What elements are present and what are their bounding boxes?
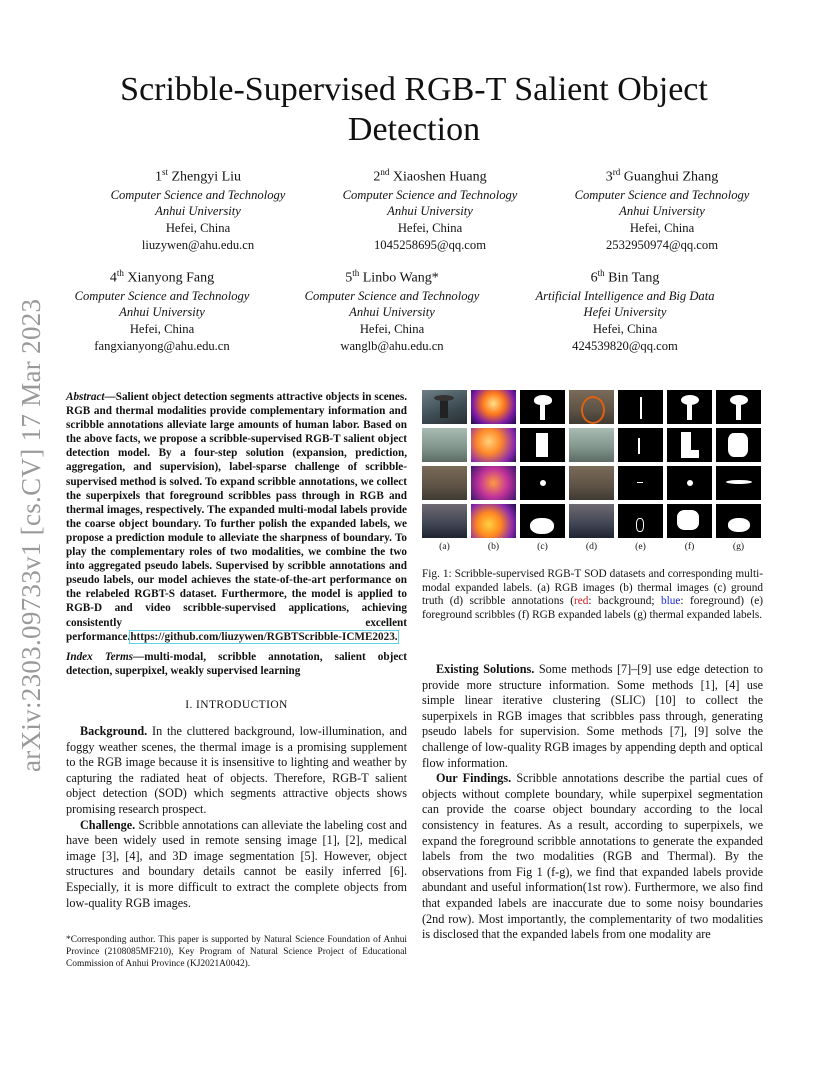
paper-title: Scribble-Supervised RGB-T Salient Object Detection xyxy=(120,71,708,148)
rgb-expanded-label xyxy=(667,504,712,538)
foreground-scribble-image xyxy=(618,390,663,424)
foreground-scribble-image xyxy=(618,504,663,538)
github-link[interactable]: https://github.com/liuzywen/RGBTScribble-ICME2023. xyxy=(130,630,398,643)
scribble-image xyxy=(569,466,614,500)
paragraph-existing-solutions: Existing Solutions. Some methods [7]–[9] use edge detection to provide more structure information. Some methods [1], [4] use simple linear iterative clustering (SLIC) [10] to collect the superpixels in RGB images that scribbles pass through, generating pseudo labels for supervision. Some methods [7], [9] solve the challenge of low-quality RGB images by appending depth and optical flow information. xyxy=(422,662,763,770)
thermal-expanded-label xyxy=(716,428,761,462)
paragraph-background: Background. In the cluttered background, low-illumination, and foggy weather scenes, the thermal image is a promising supplement to the RGB image because it is insensitive to lighting and weather by capturing the radiated heat of objects. Therefore, RGB-T salient object detection (SOD) which segments attractive objects shows promising research prospect. xyxy=(66,724,407,816)
abstract: Abstract—Salient object detection segments attractive objects in scenes. RGB and thermal modalities provide complementary information and scribble annotations alleviate large amounts of human labor. Based on the above facts, we propose a scribble-supervised RGB-T salient object detection model. By a four-step solution (expansion, prediction, aggregation, and supervision), label-sparse challenge of scribble-supervised method is solved. To expand scribble annotations, we collect the superpixels that foreground scribbles pass through in RGB and thermal images, respectively. The expanded multi-modal labels provide the coarse object boundary. To further polish the expanded labels, we propose a prediction module to alleviate the sharpness of boundary. To play the complementary roles of two modalities, we combine the two into aggregated pseudo labels. Supervised by scribble annotations and pseudo labels, our model achieves the state-of-the-art performance on the relabeled RGBT-S dataset. Furthermore, the model is applied to RGB-D and video scribble-supervised applications, achieving consistently excellent performance.https://github.com/liuzywen/RGBTScribble-ICME2023. xyxy=(66,391,407,643)
rgb-expanded-label xyxy=(667,428,712,462)
arxiv-identifier: arXiv:2303.09733v1 [cs.CV] 17 Mar 2023 xyxy=(16,298,46,772)
thermal-expanded-label xyxy=(716,466,761,500)
author-email: wanglb@ahu.edu.cn xyxy=(340,339,444,354)
thermal-expanded-label xyxy=(716,390,761,424)
author-block: 6th Bin Tang Artificial Intelligence and Big Data Hefei University Hefei, China 424539820@qq.com xyxy=(500,264,750,355)
ground-truth-image xyxy=(520,390,565,424)
author-email: 2532950974@qq.com xyxy=(606,238,718,253)
rgb-expanded-label xyxy=(667,390,712,424)
figure-column-labels: (a) (b) (c) (d) (e) (f) (g) xyxy=(439,541,745,552)
author-email: 424539820@qq.com xyxy=(572,339,678,354)
index-terms: Index Terms—multi-modal, scribble annotation, salient object detection, superpixel, weakly supervised learning xyxy=(66,651,407,678)
foreground-scribble-image xyxy=(618,466,663,500)
section-heading: I. INTRODUCTION xyxy=(185,699,288,711)
ground-truth-image xyxy=(520,466,565,500)
scribble-image xyxy=(569,428,614,462)
scribble-image xyxy=(569,390,614,424)
thermal-image xyxy=(471,390,516,424)
paragraph-our-findings: Our Findings. Scribble annotations describe the partial cues of objects without complete boundary, while superpixel segmentation can provide the coarse object boundary according to the local consistency in features. As a result, according to superpixels, we expand the foreground scribble annotations to generate the expanded labels from the two modalities (RGB and Thermal). By the observations from Fig 1 (f-g), we find that expanded labels provide abundant and useful information(1st row). Furthermore, we also find that expanded labels are inaccurate due to some noisy boundaries (2nd row). Most importantly, the complementarity of two modalities is disclosed that the expanded labels from one modality are xyxy=(422,771,763,942)
introduction xyxy=(66,724,407,911)
rgb-image xyxy=(422,428,467,462)
foreground-scribble-image xyxy=(618,428,663,462)
author-email: 1045258695@qq.com xyxy=(374,238,486,253)
right-column-text xyxy=(422,662,763,943)
rgb-image xyxy=(422,466,467,500)
thermal-image xyxy=(471,504,516,538)
thermal-image xyxy=(471,466,516,500)
footnote: *Corresponding author. This paper is supported by Natural Science Foundation of Anhui Province (2108085MF210), Key Program of Natural Science Project of Educational Commission of Anhui Province (KJ2021A0042). xyxy=(66,935,407,969)
author-block: 5th Linbo Wang* Computer Science and Technology Anhui University Hefei, China wanglb@ahu.edu.cn xyxy=(267,264,517,355)
author-block: 2nd Xiaoshen Huang Computer Science and Technology Anhui University Hefei, China 1045258695@qq.com xyxy=(305,163,555,254)
rgb-image xyxy=(422,504,467,538)
figure-1 xyxy=(422,390,763,622)
author-block: 4th Xianyong Fang Computer Science and Technology Anhui University Hefei, China fangxianyong@ahu.edu.cn xyxy=(37,264,287,355)
rgb-image xyxy=(422,390,467,424)
thermal-expanded-label xyxy=(716,504,761,538)
author-block: 3rd Guanghui Zhang Computer Science and Technology Anhui University Hefei, China 2532950974@qq.com xyxy=(537,163,787,254)
author-email: fangxianyong@ahu.edu.cn xyxy=(94,339,230,354)
thermal-image xyxy=(471,428,516,462)
scribble-image xyxy=(569,504,614,538)
ground-truth-image xyxy=(520,428,565,462)
figure-caption: Fig. 1: Scribble-supervised RGB-T SOD datasets and corresponding multi-modal expanded labels. (a) RGB images (b) thermal images (c) ground truth (d) scribble annotations (red: background; blue: foreground) (e) foreground scribbles (f) RGB expanded labels (g) thermal expanded labels. xyxy=(422,568,763,621)
author-email: liuzywen@ahu.edu.cn xyxy=(141,238,255,253)
paragraph-challenge: Challenge. Scribble annotations can alleviate the labeling cost and have been widely used in remote sensing image [1], [2], medical image [3], [4], and 3D image segmentation [5]. However, object structures and boundary details cannot be easily inferred [6]. Especially, it is more difficult to extract the complete objects from low-quality RGB images. xyxy=(66,817,407,910)
author-block: 1st Zhengyi Liu Computer Science and Technology Anhui University Hefei, China liuzywen@ahu.edu.cn xyxy=(73,163,323,254)
figure-image-grid xyxy=(422,390,763,538)
rgb-expanded-label xyxy=(667,466,712,500)
ground-truth-image xyxy=(520,504,565,538)
